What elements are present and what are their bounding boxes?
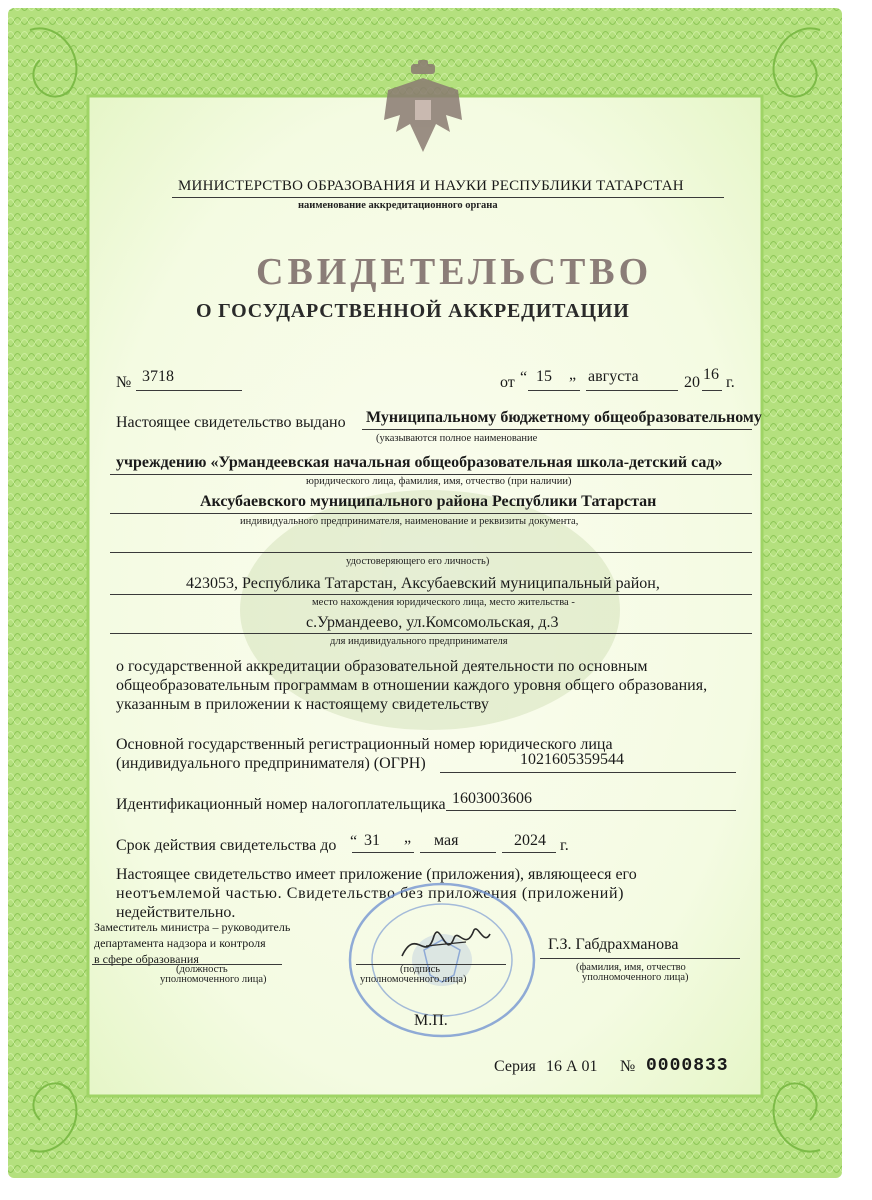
validity-year: 2024 xyxy=(514,832,546,849)
date-day: 15 xyxy=(536,368,552,385)
holder-name-line1: Муниципальному бюджетному общеобразовательному xyxy=(366,409,762,426)
ogrn-label-2: (индивидуального предпринимателя) (ОГРН) xyxy=(116,755,426,772)
about-line-1: о государственной аккредитации образовательной деятельности по основным xyxy=(116,658,648,675)
position-caption-2: уполномоченного лица) xyxy=(160,974,267,985)
number-underline xyxy=(136,390,242,391)
day-underline xyxy=(528,390,580,391)
number-prefix: № xyxy=(116,374,132,391)
date-prefix: от xyxy=(500,374,515,391)
ogrn-underline xyxy=(440,772,736,773)
signer-position-1: Заместитель министра – руководитель xyxy=(94,920,291,934)
series-label: Серия xyxy=(494,1058,536,1075)
signer-position-3: в сфере образования xyxy=(94,952,199,966)
document-subtitle: О ГОСУДАРСТВЕННОЙ АККРЕДИТАЦИИ xyxy=(196,300,630,322)
validity-close-quote: „ xyxy=(404,829,412,846)
address-caption-2: для индивидуального предпринимателя xyxy=(330,636,508,647)
holder-name-line2: учреждению «Урмандеевская начальная общеобразовательная школа-детский сад» xyxy=(116,454,723,471)
position-caption-1: (должность xyxy=(176,964,228,975)
validity-year-end: г. xyxy=(560,837,569,854)
address-underline-2 xyxy=(110,633,752,634)
ministry-name: МИНИСТЕРСТВО ОБРАЗОВАНИЯ И НАУКИ РЕСПУБЛИКИ ТАТАРСТАН xyxy=(178,178,684,194)
validity-month: мая xyxy=(434,832,459,849)
holder-underline-2 xyxy=(110,474,752,475)
validity-month-underline xyxy=(420,852,496,853)
series-value: 16 А 01 xyxy=(546,1058,598,1075)
holder-underline-1 xyxy=(362,429,752,430)
series-number-sign: № xyxy=(620,1058,636,1075)
attachment-line-3: недействительно. xyxy=(116,904,236,921)
inn-value: 1603003606 xyxy=(452,790,532,807)
validity-open-quote: “ xyxy=(350,833,358,850)
name-underline xyxy=(540,958,740,959)
validity-day-underline xyxy=(352,852,414,853)
series-number: 0000833 xyxy=(646,1056,729,1076)
date-month: августа xyxy=(588,368,639,385)
holder-caption-1: (указываются полное наименование xyxy=(376,433,538,444)
issued-label: Настоящее свидетельство выдано xyxy=(116,414,346,431)
document-title: СВИДЕТЕЛЬСТВО xyxy=(256,251,653,293)
certificate-number: 3718 xyxy=(142,368,174,385)
holder-name-line3: Аксубаевского муниципального района Республики Татарстан xyxy=(200,493,657,510)
year-underline xyxy=(702,390,722,391)
name-caption-1: (фамилия, имя, отчество xyxy=(576,962,686,973)
name-caption-2: уполномоченного лица) xyxy=(582,972,689,983)
stamp-place-label: М.П. xyxy=(414,1012,448,1029)
date-year-end: г. xyxy=(726,374,735,391)
holder-underline-3 xyxy=(110,513,752,514)
inn-underline xyxy=(446,810,736,811)
signature-caption-1: (подпись xyxy=(400,964,441,975)
holder-underline-4 xyxy=(110,552,752,553)
validity-year-underline xyxy=(502,852,556,853)
address-caption-1: место нахождения юридического лица, место жительства - xyxy=(312,597,575,608)
validity-day: 31 xyxy=(364,832,380,849)
address-line1: 423053, Республика Татарстан, Аксубаевский муниципальный район, xyxy=(186,575,660,592)
holder-caption-2: юридического лица, фамилия, имя, отчество (при наличии) xyxy=(306,476,572,487)
signer-position-2: департамента надзора и контроля xyxy=(94,936,266,950)
holder-caption-3: индивидуального предпринимателя, наименование и реквизиты документа, xyxy=(240,516,579,527)
about-line-3: указанным в приложении к настоящему свидетельству xyxy=(116,696,489,713)
signer-name: Г.З. Габдрахманова xyxy=(548,936,679,953)
attachment-line-1: Настоящее свидетельство имеет приложение (приложения), являющееся его xyxy=(116,866,637,883)
validity-label: Срок действия свидетельства до xyxy=(116,837,337,854)
ogrn-label-1: Основной государственный регистрационный номер юридического лица xyxy=(116,736,613,753)
inn-label: Идентификационный номер налогоплательщика xyxy=(116,796,446,813)
holder-caption-4: удостоверяющего его личность) xyxy=(346,556,490,567)
month-underline xyxy=(586,390,678,391)
ministry-underline xyxy=(172,197,724,198)
date-year-prefix: 20 xyxy=(684,374,700,391)
attachment-line-2: неотъемлемой частью. Свидетельство без приложения (приложений) xyxy=(116,885,625,902)
about-line-2: общеобразовательным программам в отношении каждого уровня общего образования, xyxy=(116,677,708,694)
address-line2: с.Урмандеево, ул.Комсомольская, д.3 xyxy=(306,614,559,631)
ogrn-value: 1021605359544 xyxy=(520,751,624,768)
address-underline-1 xyxy=(110,594,752,595)
signature-caption-2: уполномоченного лица) xyxy=(360,974,467,985)
date-open-quote: “ xyxy=(520,369,528,386)
ministry-caption: наименование аккредитационного органа xyxy=(298,200,498,211)
date-year-suffix: 16 xyxy=(703,366,719,383)
date-close-quote: „ xyxy=(569,366,577,383)
